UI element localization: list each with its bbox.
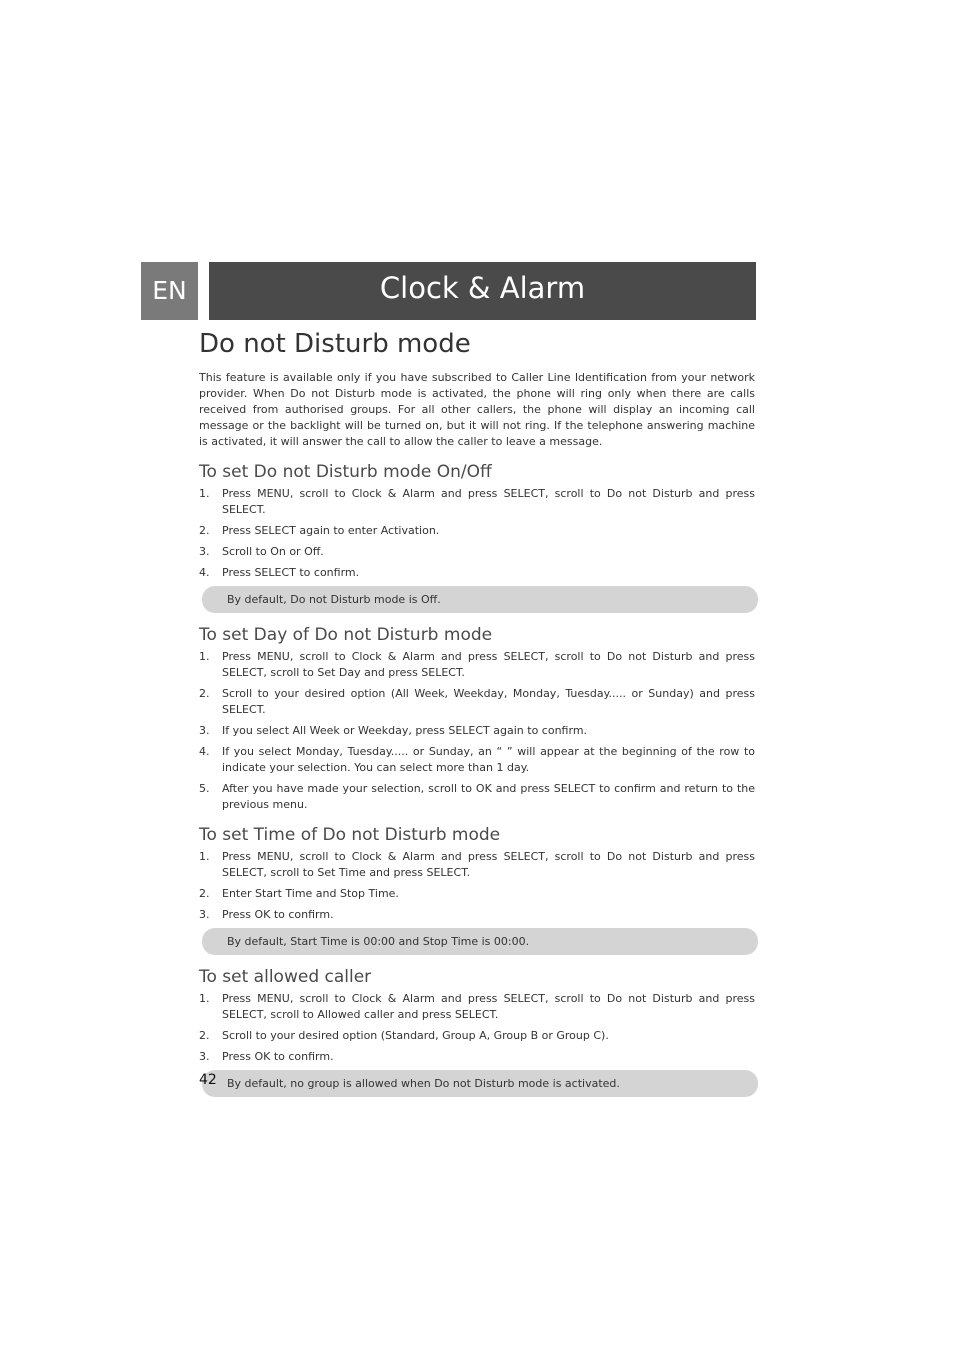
list-item [199, 649, 755, 681]
page-title: Do not Disturb mode [199, 329, 471, 359]
step-text: If you select All Week or Weekday, press SELECT again to confirm. [222, 724, 588, 737]
step-number: 1. [199, 992, 210, 1005]
step-number: 3. [199, 908, 210, 921]
intro-paragraph: This feature is available only if you have subscribed to Caller Line Identification from your network provider. When Do not Disturb mode is activated, the phone will ring only when there are calls received from authorised groups. For all other callers, the phone will display an incoming call message or the backlight will be turned on, but it will not ring. If the telephone answering machine is activated, it will answer the call to allow the caller to leave a message. [199, 371, 755, 448]
list-item [199, 486, 755, 518]
step-number: 2. [199, 887, 210, 900]
step-text: Press MENU, scroll to Clock & Alarm and press SELECT, scroll to Do not Disturb and press SELECT, scroll to Set Day and press SELECT. [222, 650, 755, 679]
step-text: If you select Monday, Tuesday..... or Sunday, an “ ” will appear at the beginning of the row to indicate your selection. You can select more than 1 day. [222, 745, 755, 774]
steps-allowed-caller [199, 991, 755, 1065]
step-text: Enter Start Time and Stop Time. [222, 887, 399, 900]
step-text: Press OK to confirm. [222, 908, 334, 921]
list-item [199, 1028, 755, 1044]
step-text: Press SELECT again to enter Activation. [222, 524, 440, 537]
step-number: 2. [199, 687, 210, 700]
step-text: Press MENU, scroll to Clock & Alarm and press SELECT, scroll to Do not Disturb and press SELECT. [222, 487, 755, 516]
step-number: 2. [199, 1029, 210, 1042]
step-number: 1. [199, 850, 210, 863]
step-number: 5. [199, 782, 210, 795]
step-number: 1. [199, 487, 210, 500]
note-time: By default, Start Time is 00:00 and Stop Time is 00:00. [202, 928, 758, 955]
list-item [199, 849, 755, 881]
page-number: 42 [199, 1072, 217, 1088]
step-text: Press SELECT to confirm. [222, 566, 360, 579]
note-allowed-caller: By default, no group is allowed when Do not Disturb mode is activated. [202, 1070, 758, 1097]
step-text: Scroll to your desired option (Standard, Group A, Group B or Group C). [222, 1029, 609, 1042]
step-number: 3. [199, 724, 210, 737]
list-item [199, 544, 755, 560]
steps-time [199, 849, 755, 923]
list-item [199, 886, 755, 902]
step-number: 4. [199, 566, 210, 579]
language-tab: EN [141, 262, 198, 320]
step-text: Scroll to your desired option (All Week, Weekday, Monday, Tuesday..... or Sunday) and press SELECT. [222, 687, 755, 716]
step-text: Scroll to On or Off. [222, 545, 324, 558]
step-number: 3. [199, 1050, 210, 1063]
step-number: 2. [199, 524, 210, 537]
page-content [199, 326, 755, 1097]
section-title-day: To set Day of Do not Disturb mode [199, 625, 493, 645]
list-item [199, 686, 755, 718]
steps-on-off [199, 486, 755, 581]
step-text: Press MENU, scroll to Clock & Alarm and press SELECT, scroll to Do not Disturb and press SELECT, scroll to Allowed caller and press SELECT. [222, 992, 755, 1021]
list-item [199, 1049, 755, 1065]
steps-day [199, 649, 755, 813]
list-item [199, 907, 755, 923]
step-number: 4. [199, 745, 210, 758]
step-text: After you have made your selection, scroll to OK and press SELECT to confirm and return to the previous menu. [222, 782, 755, 811]
section-title-allowed-caller: To set allowed caller [199, 967, 372, 987]
section-title-time: To set Time of Do not Disturb mode [199, 825, 501, 845]
list-item [199, 781, 755, 813]
list-item [199, 565, 755, 581]
list-item [199, 991, 755, 1023]
chapter-header: Clock & Alarm [209, 262, 756, 320]
step-text: Press OK to confirm. [222, 1050, 334, 1063]
list-item [199, 723, 755, 739]
step-text: Press MENU, scroll to Clock & Alarm and press SELECT, scroll to Do not Disturb and press SELECT, scroll to Set Time and press SELECT. [222, 850, 755, 879]
note-on-off: By default, Do not Disturb mode is Off. [202, 586, 758, 613]
section-title-on-off: To set Do not Disturb mode On/Off [199, 462, 492, 482]
list-item [199, 744, 755, 776]
step-number: 3. [199, 545, 210, 558]
step-number: 1. [199, 650, 210, 663]
list-item [199, 523, 755, 539]
